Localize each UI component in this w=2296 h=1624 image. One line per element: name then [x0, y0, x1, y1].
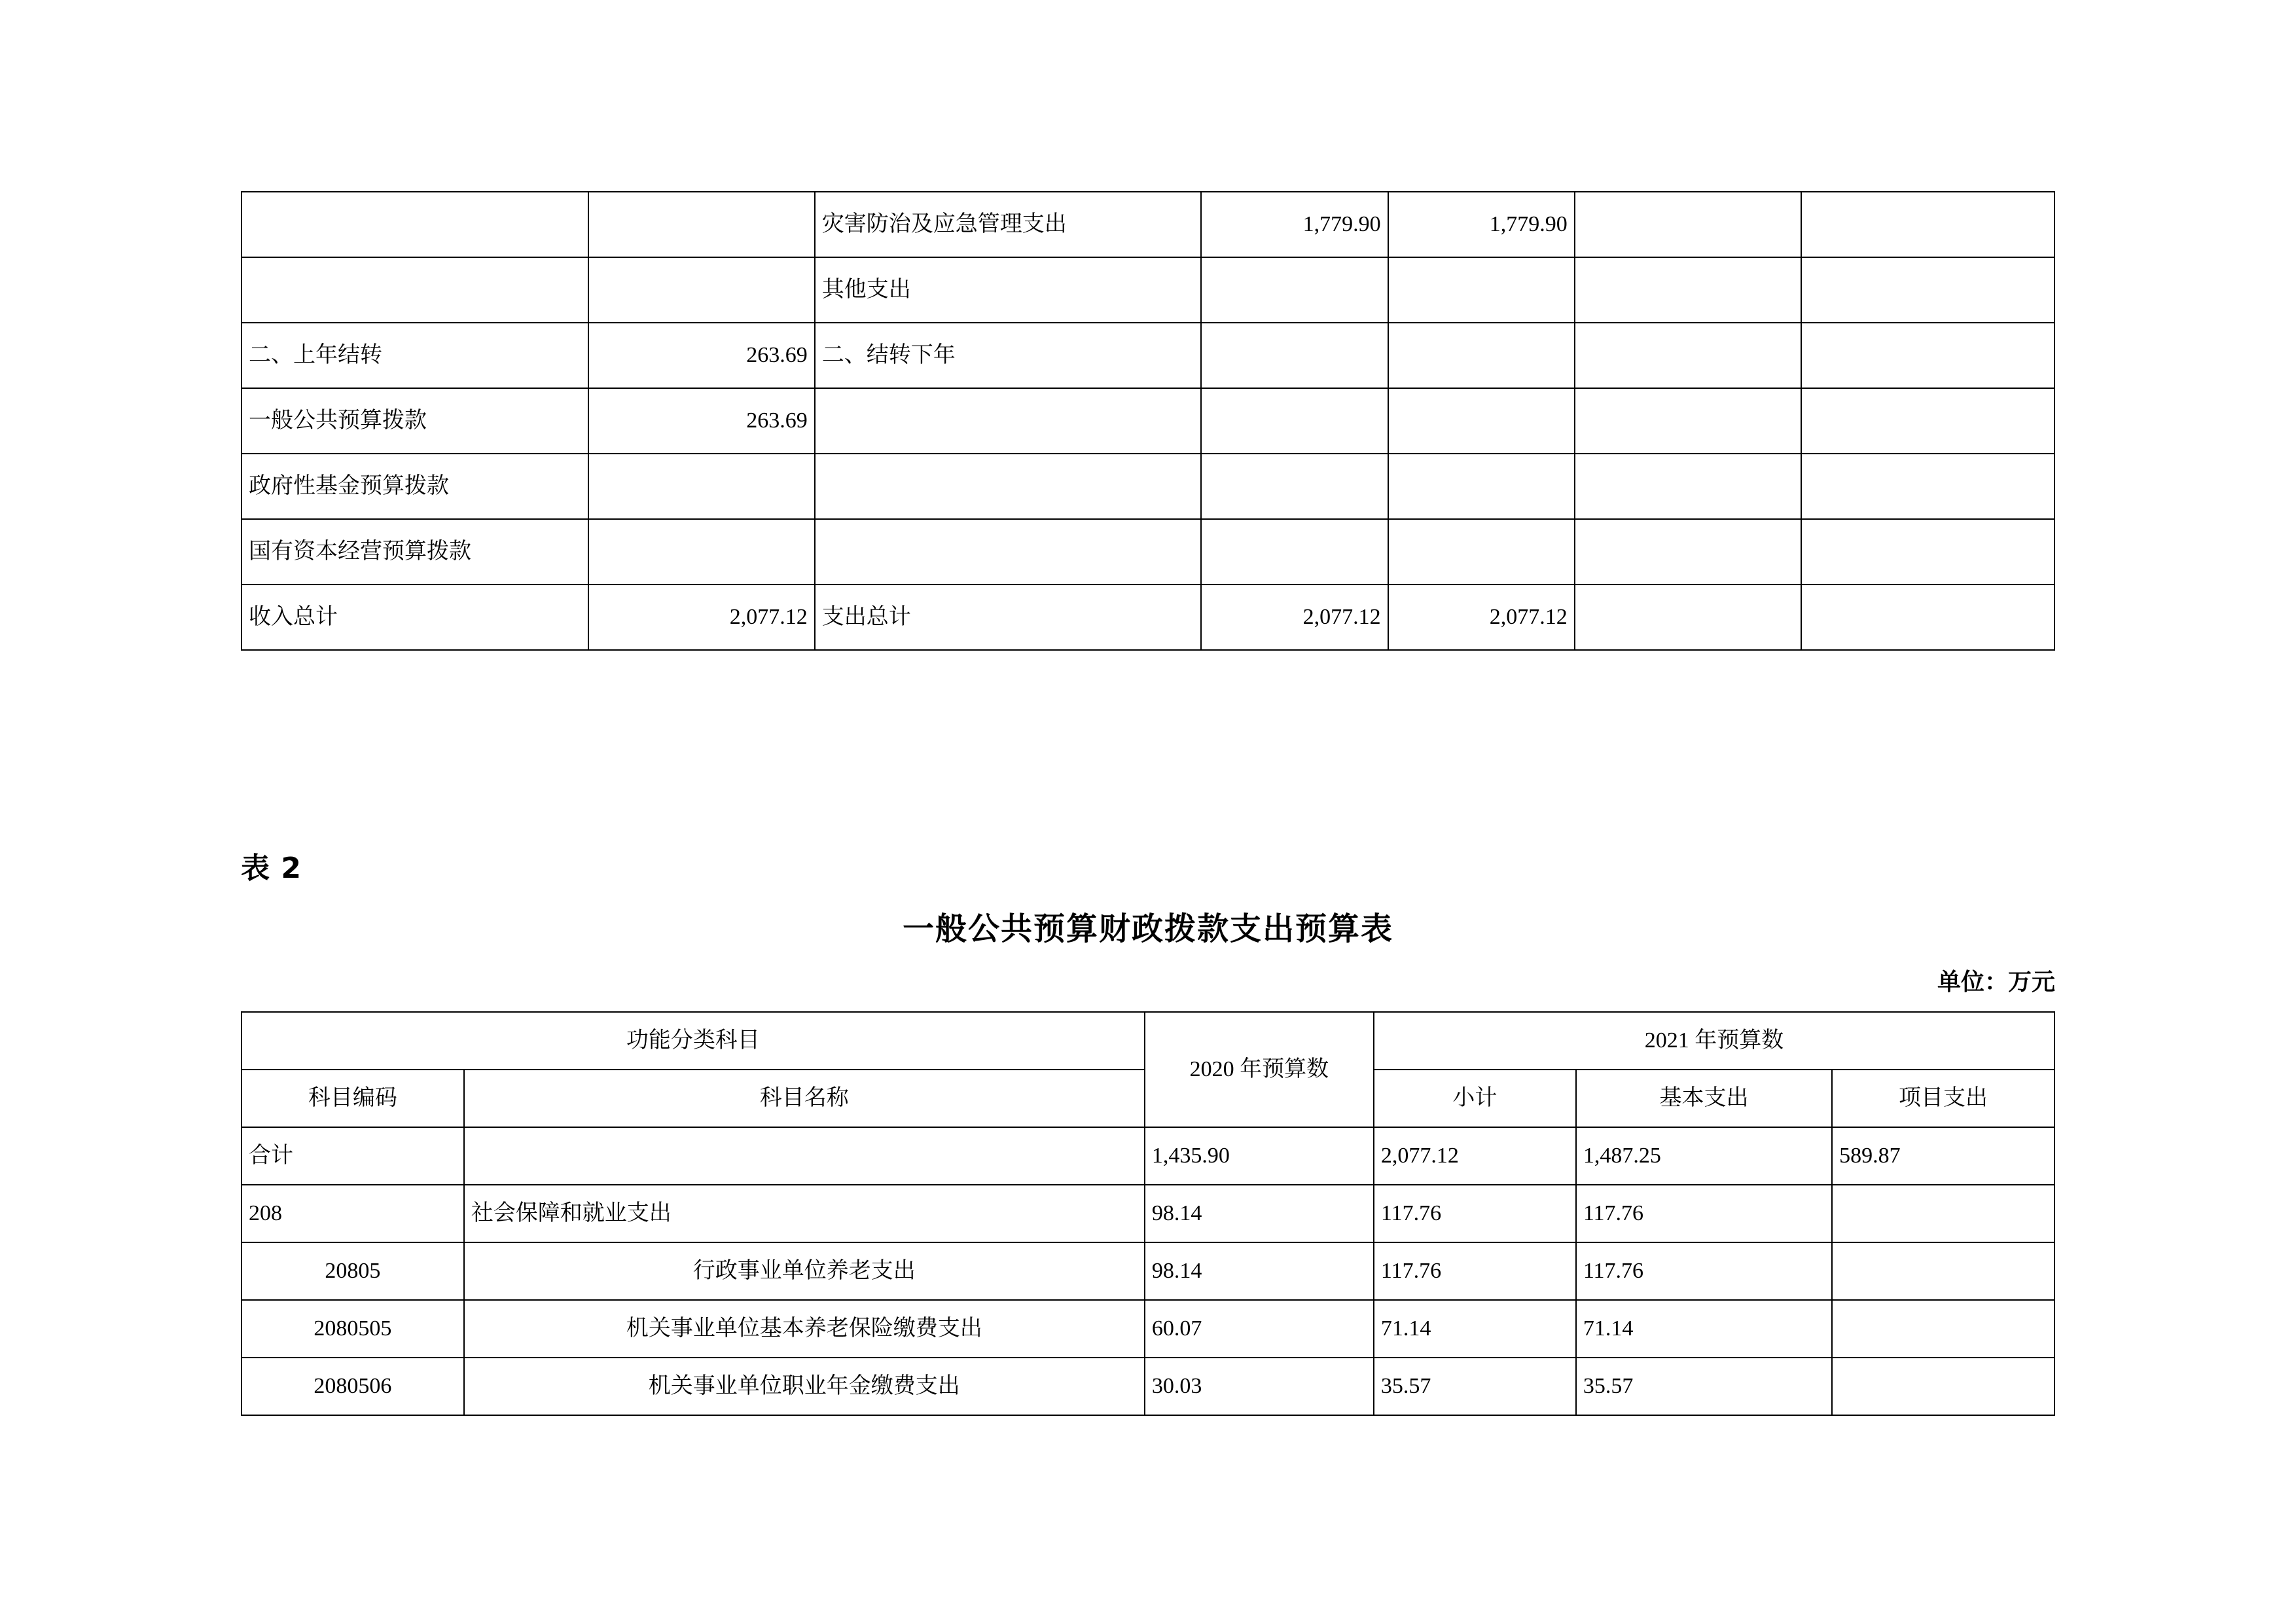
cell-2020-value: 1,435.90 [1145, 1127, 1374, 1185]
cell-expenditure-total [1201, 519, 1388, 585]
table-row [242, 1185, 2054, 1242]
cell-subject-name: 社会保障和就业支出 [464, 1185, 1145, 1242]
cell-project-value [1832, 1185, 2054, 1242]
cell-subject-code: 20805 [242, 1242, 464, 1300]
cell-subject-code: 合计 [242, 1127, 464, 1185]
table-row [242, 1358, 2054, 1415]
cell-expenditure-total [1201, 388, 1388, 454]
cell-subject-code: 208 [242, 1185, 464, 1242]
header-subject-name: 科目名称 [464, 1070, 1145, 1127]
cell-subtotal-value: 117.76 [1374, 1242, 1576, 1300]
cell-basic-value: 117.76 [1576, 1185, 1832, 1242]
cell-basic-value: 117.76 [1576, 1242, 1832, 1300]
table-row [242, 585, 2054, 650]
cell-expenditure-project [1575, 192, 1801, 257]
header-subtotal: 小计 [1374, 1070, 1576, 1127]
table-row [242, 519, 2054, 585]
cell-income-total-value: 2,077.12 [588, 585, 815, 650]
cell-expenditure-other [1801, 323, 2054, 388]
table-row [242, 1242, 2054, 1300]
cell-expenditure-item [815, 388, 1202, 454]
cell-expenditure-project [1575, 519, 1801, 585]
cell-subject-code: 2080506 [242, 1358, 464, 1415]
cell-subject-name: 行政事业单位养老支出 [464, 1242, 1145, 1300]
cell-expenditure-item [815, 519, 1202, 585]
header-function-category: 功能分类科目 [242, 1012, 1145, 1070]
cell-basic-value: 71.14 [1576, 1300, 1832, 1358]
cell-subject-name [464, 1127, 1145, 1185]
cell-expenditure-project [1575, 323, 1801, 388]
cell-income-value [588, 192, 815, 257]
cell-subject-name: 机关事业单位职业年金缴费支出 [464, 1358, 1145, 1415]
cell-expenditure-other [1801, 585, 2054, 650]
cell-income-value [588, 257, 815, 323]
cell-subject-code: 2080505 [242, 1300, 464, 1358]
cell-project-value [1832, 1242, 2054, 1300]
cell-expenditure-item: 灾害防治及应急管理支出 [815, 192, 1202, 257]
cell-subtotal-value: 2,077.12 [1374, 1127, 1576, 1185]
cell-subtotal-value: 71.14 [1374, 1300, 1576, 1358]
cell-2020-value: 98.14 [1145, 1242, 1374, 1300]
cell-expenditure-total [1201, 257, 1388, 323]
cell-income-value [588, 454, 815, 519]
cell-basic-value: 1,487.25 [1576, 1127, 1832, 1185]
cell-expenditure-other [1801, 257, 2054, 323]
cell-expenditure-basic: 1,779.90 [1388, 192, 1575, 257]
cell-expenditure-total-label: 支出总计 [815, 585, 1202, 650]
table-header-row [242, 1012, 2054, 1070]
cell-income-value: 263.69 [588, 388, 815, 454]
cell-income-value: 263.69 [588, 323, 815, 388]
cell-expenditure-total [1201, 454, 1388, 519]
cell-expenditure-project [1575, 257, 1801, 323]
cell-expenditure-basic [1388, 388, 1575, 454]
header-2020-budget: 2020 年预算数 [1145, 1012, 1374, 1127]
cell-expenditure-project [1575, 585, 1801, 650]
cell-project-value [1832, 1358, 2054, 1415]
cell-2020-value: 30.03 [1145, 1358, 1374, 1415]
cell-subject-name: 机关事业单位基本养老保险缴费支出 [464, 1300, 1145, 1358]
budget-continuation-table [241, 191, 2055, 651]
general-public-budget-expenditure-table [241, 1011, 2055, 1416]
unit-note: 单位：万元 [1937, 969, 2055, 996]
cell-expenditure-other [1801, 192, 2054, 257]
table-row [242, 257, 2054, 323]
cell-income-value [588, 519, 815, 585]
table-row [242, 454, 2054, 519]
table2-container [241, 1011, 2055, 1416]
cell-project-value: 589.87 [1832, 1127, 2054, 1185]
cell-expenditure-item: 二、结转下年 [815, 323, 1202, 388]
header-project-expenditure: 项目支出 [1832, 1070, 2054, 1127]
cell-subtotal-value: 35.57 [1374, 1358, 1576, 1415]
cell-subtotal-value: 117.76 [1374, 1185, 1576, 1242]
table1-container [241, 191, 2055, 651]
cell-expenditure-other [1801, 519, 2054, 585]
cell-expenditure-total [1201, 323, 1388, 388]
cell-income-item: 二、上年结转 [242, 323, 588, 388]
cell-2020-value: 98.14 [1145, 1185, 1374, 1242]
table-row [242, 323, 2054, 388]
header-2021-budget: 2021 年预算数 [1374, 1012, 2054, 1070]
page-title: 一般公共预算财政拨款支出预算表 [902, 911, 1393, 947]
cell-expenditure-item [815, 454, 1202, 519]
cell-expenditure-basic [1388, 257, 1575, 323]
cell-expenditure-basic [1388, 519, 1575, 585]
cell-expenditure-item: 其他支出 [815, 257, 1202, 323]
cell-expenditure-basic: 2,077.12 [1388, 585, 1575, 650]
section-label-table2: 表 2 [241, 852, 302, 885]
header-subject-code: 科目编码 [242, 1070, 464, 1127]
table-row [242, 1127, 2054, 1185]
cell-income-item: 政府性基金预算拨款 [242, 454, 588, 519]
header-basic-expenditure: 基本支出 [1576, 1070, 1832, 1127]
cell-income-item: 一般公共预算拨款 [242, 388, 588, 454]
cell-expenditure-other [1801, 454, 2054, 519]
cell-income-item: 国有资本经营预算拨款 [242, 519, 588, 585]
cell-expenditure-basic [1388, 323, 1575, 388]
cell-project-value [1832, 1300, 2054, 1358]
cell-basic-value: 35.57 [1576, 1358, 1832, 1415]
cell-income-item [242, 192, 588, 257]
cell-expenditure-total: 1,779.90 [1201, 192, 1388, 257]
cell-2020-value: 60.07 [1145, 1300, 1374, 1358]
table-row [242, 388, 2054, 454]
table-row [242, 192, 2054, 257]
table-row [242, 1300, 2054, 1358]
cell-expenditure-project [1575, 388, 1801, 454]
cell-income-item [242, 257, 588, 323]
cell-expenditure-total: 2,077.12 [1201, 585, 1388, 650]
cell-expenditure-basic [1388, 454, 1575, 519]
cell-expenditure-other [1801, 388, 2054, 454]
cell-expenditure-project [1575, 454, 1801, 519]
cell-income-total-label: 收入总计 [242, 585, 588, 650]
